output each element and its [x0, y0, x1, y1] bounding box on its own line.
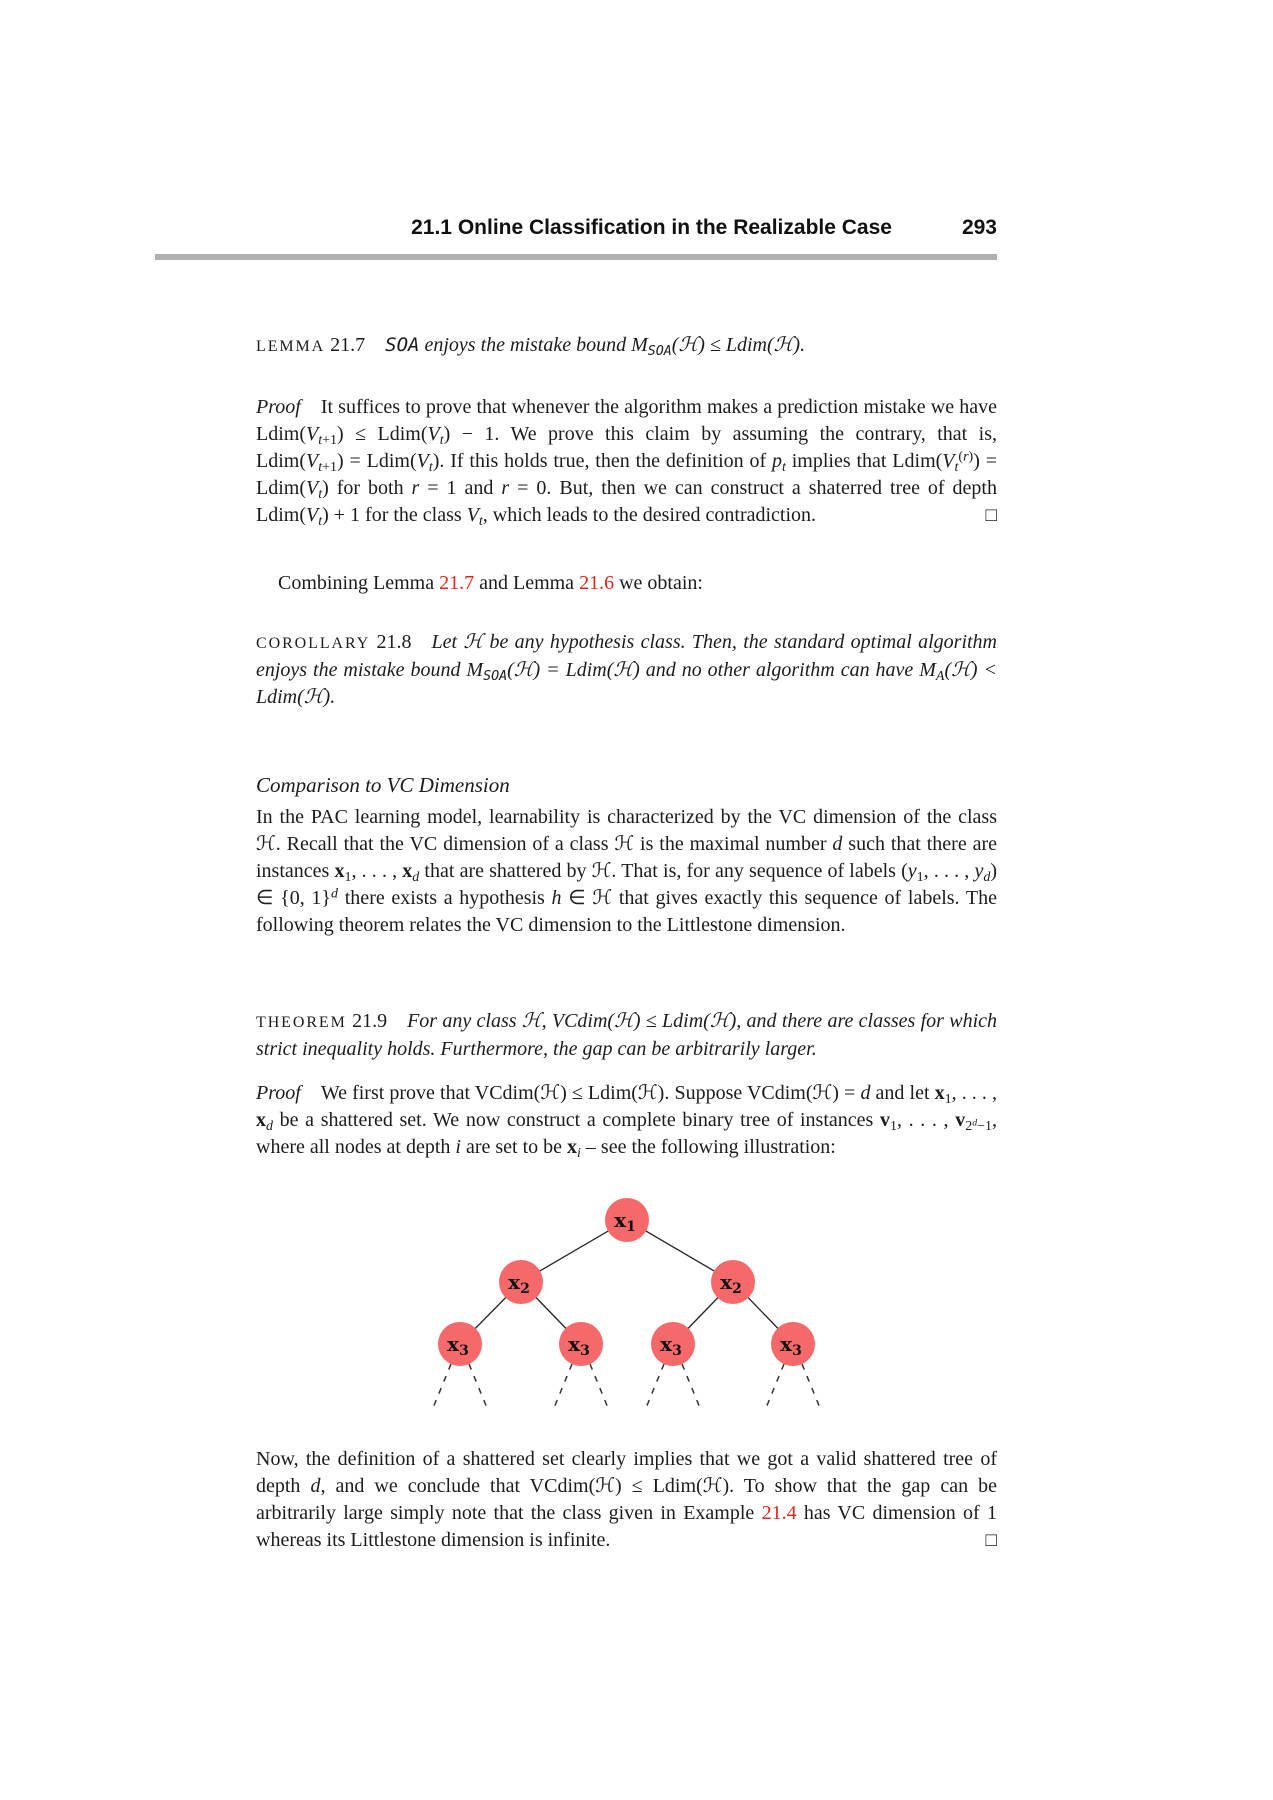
qed-square: □: [985, 505, 997, 526]
proof-lemma-21-7: Proof It suffices to prove that whenever the algorithm makes a prediction mistake we have $Ldim(V_{t+1})$ ≤ $Ldim(V_t) - 1$. We prove this claim by assuming the contrary, that is, $Ldim(V_{t+1})$ = $Ldim(V_t)$. If this holds true, then the definition of $p_t$ implies that $Ldim(V_t^{(r)})$ = $Ldim(V_t)$ for both r = 1 and r = 0. But, then we can construct a shaterred tree of depth $Ldim(V_t) + 1$ for the class $V_t$, which leads to the desired contradiction. □: [256, 396, 997, 530]
tree-dashed-branch: [802, 1364, 820, 1408]
page-number: 293: [961, 216, 997, 239]
combining-sentence: Combining Lemma 21.7 and Lemma 21.6 we obtain:: [278, 572, 703, 594]
tree-node-label: $x_1$: [614, 1208, 636, 1235]
running-head: [256, 216, 997, 240]
ref-lemma-21-6[interactable]: 21.6: [579, 572, 615, 594]
ref-example-21-4[interactable]: 21.4: [761, 1502, 797, 1524]
qed-square: □: [985, 1530, 997, 1551]
tree-dashed-branch: [682, 1364, 700, 1408]
proof-theorem-21-9: Proof We first prove that VCdim(ℋ) ≤ Ldim(ℋ). Suppose VCdim(ℋ) = d and let $x_1$, . . . , $x_d$ be a shattered set. We now construct a complete binary tree of instances $v_1$, . . . , $v_{2^d-1}$, where all nodes at depth i are set to be $x_i$ – see the following illustration:: [256, 1082, 998, 1162]
tree-dashed-branch: [590, 1364, 608, 1408]
tree-dashed-branch: [433, 1364, 451, 1408]
tree-node-label: $x_3$: [780, 1332, 802, 1359]
subsection-heading: Comparison to VC Dimension: [256, 773, 510, 797]
tree-dashed-branch: [646, 1364, 664, 1408]
theorem-21-9: THEOREM 21.9 For any class ℋ, VCdim(ℋ) ≤ Ldim(ℋ), and there are classes for which strict inequality holds. Furthermore, the gap can be arbitrarily larger.: [256, 1010, 998, 1060]
shattered-tree-diagram: [425, 1192, 835, 1417]
tree-node-label: $x_3$: [447, 1332, 469, 1359]
tree-node-label: $x_3$: [568, 1332, 590, 1359]
tree-dashed-branch: [766, 1364, 784, 1408]
tree-dashed-branch: [554, 1364, 572, 1408]
vc-dimension-paragraph: In the PAC learning model, learnability is characterized by the VC dimension of the class ℋ. Recall that the VC dimension of a class ℋ is the maximal number d such that there are instances $x_1$, . . . , $x_d$ that are shattered by ℋ. That is, for any sequence of labels ($y_1$, . . . , $y_d$) ∈ {0, 1}$^d$ there exists a hypothesis h ∈ ℋ that gives exactly this sequence of labels. The following theorem relates the VC dimension to the Littlestone dimension.: [256, 806, 998, 936]
ref-lemma-21-7[interactable]: 21.7: [439, 572, 475, 594]
tree-dashed-branch: [469, 1364, 487, 1408]
final-paragraph: Now, the definition of a shattered set clearly implies that we got a valid shattered tree of depth d, and we conclude that VCdim(ℋ) ≤ Ldim(ℋ). To show that the gap can be arbitrarily large simply note that the class given in Example 21.4 has VC dimension of 1 whereas its Littlestone dimension is infinite. □: [256, 1446, 997, 1554]
header-rule: [155, 254, 997, 260]
tree-node-label: $x_2$: [720, 1270, 742, 1297]
section-title: 21.1 Online Classification in the Realizable Case: [411, 216, 892, 239]
tree-node-label: $x_3$: [660, 1332, 682, 1359]
tree-node-label: $x_2$: [508, 1270, 530, 1297]
corollary-21-8: COROLLARY 21.8 Let ℋ be any hypothesis class. Then, the standard optimal algorithm enjoys the mistake bound $M_{SOA}(ℋ)$ = Ldim(ℋ) and no other algorithm can have $M_A(ℋ)$ < Ldim(ℋ).: [256, 631, 998, 708]
lemma-21-7: LEMMA 21.7 SOA enjoys the mistake bound $M_{SOA}(ℋ)$ ≤ Ldim(ℋ).: [256, 334, 806, 360]
